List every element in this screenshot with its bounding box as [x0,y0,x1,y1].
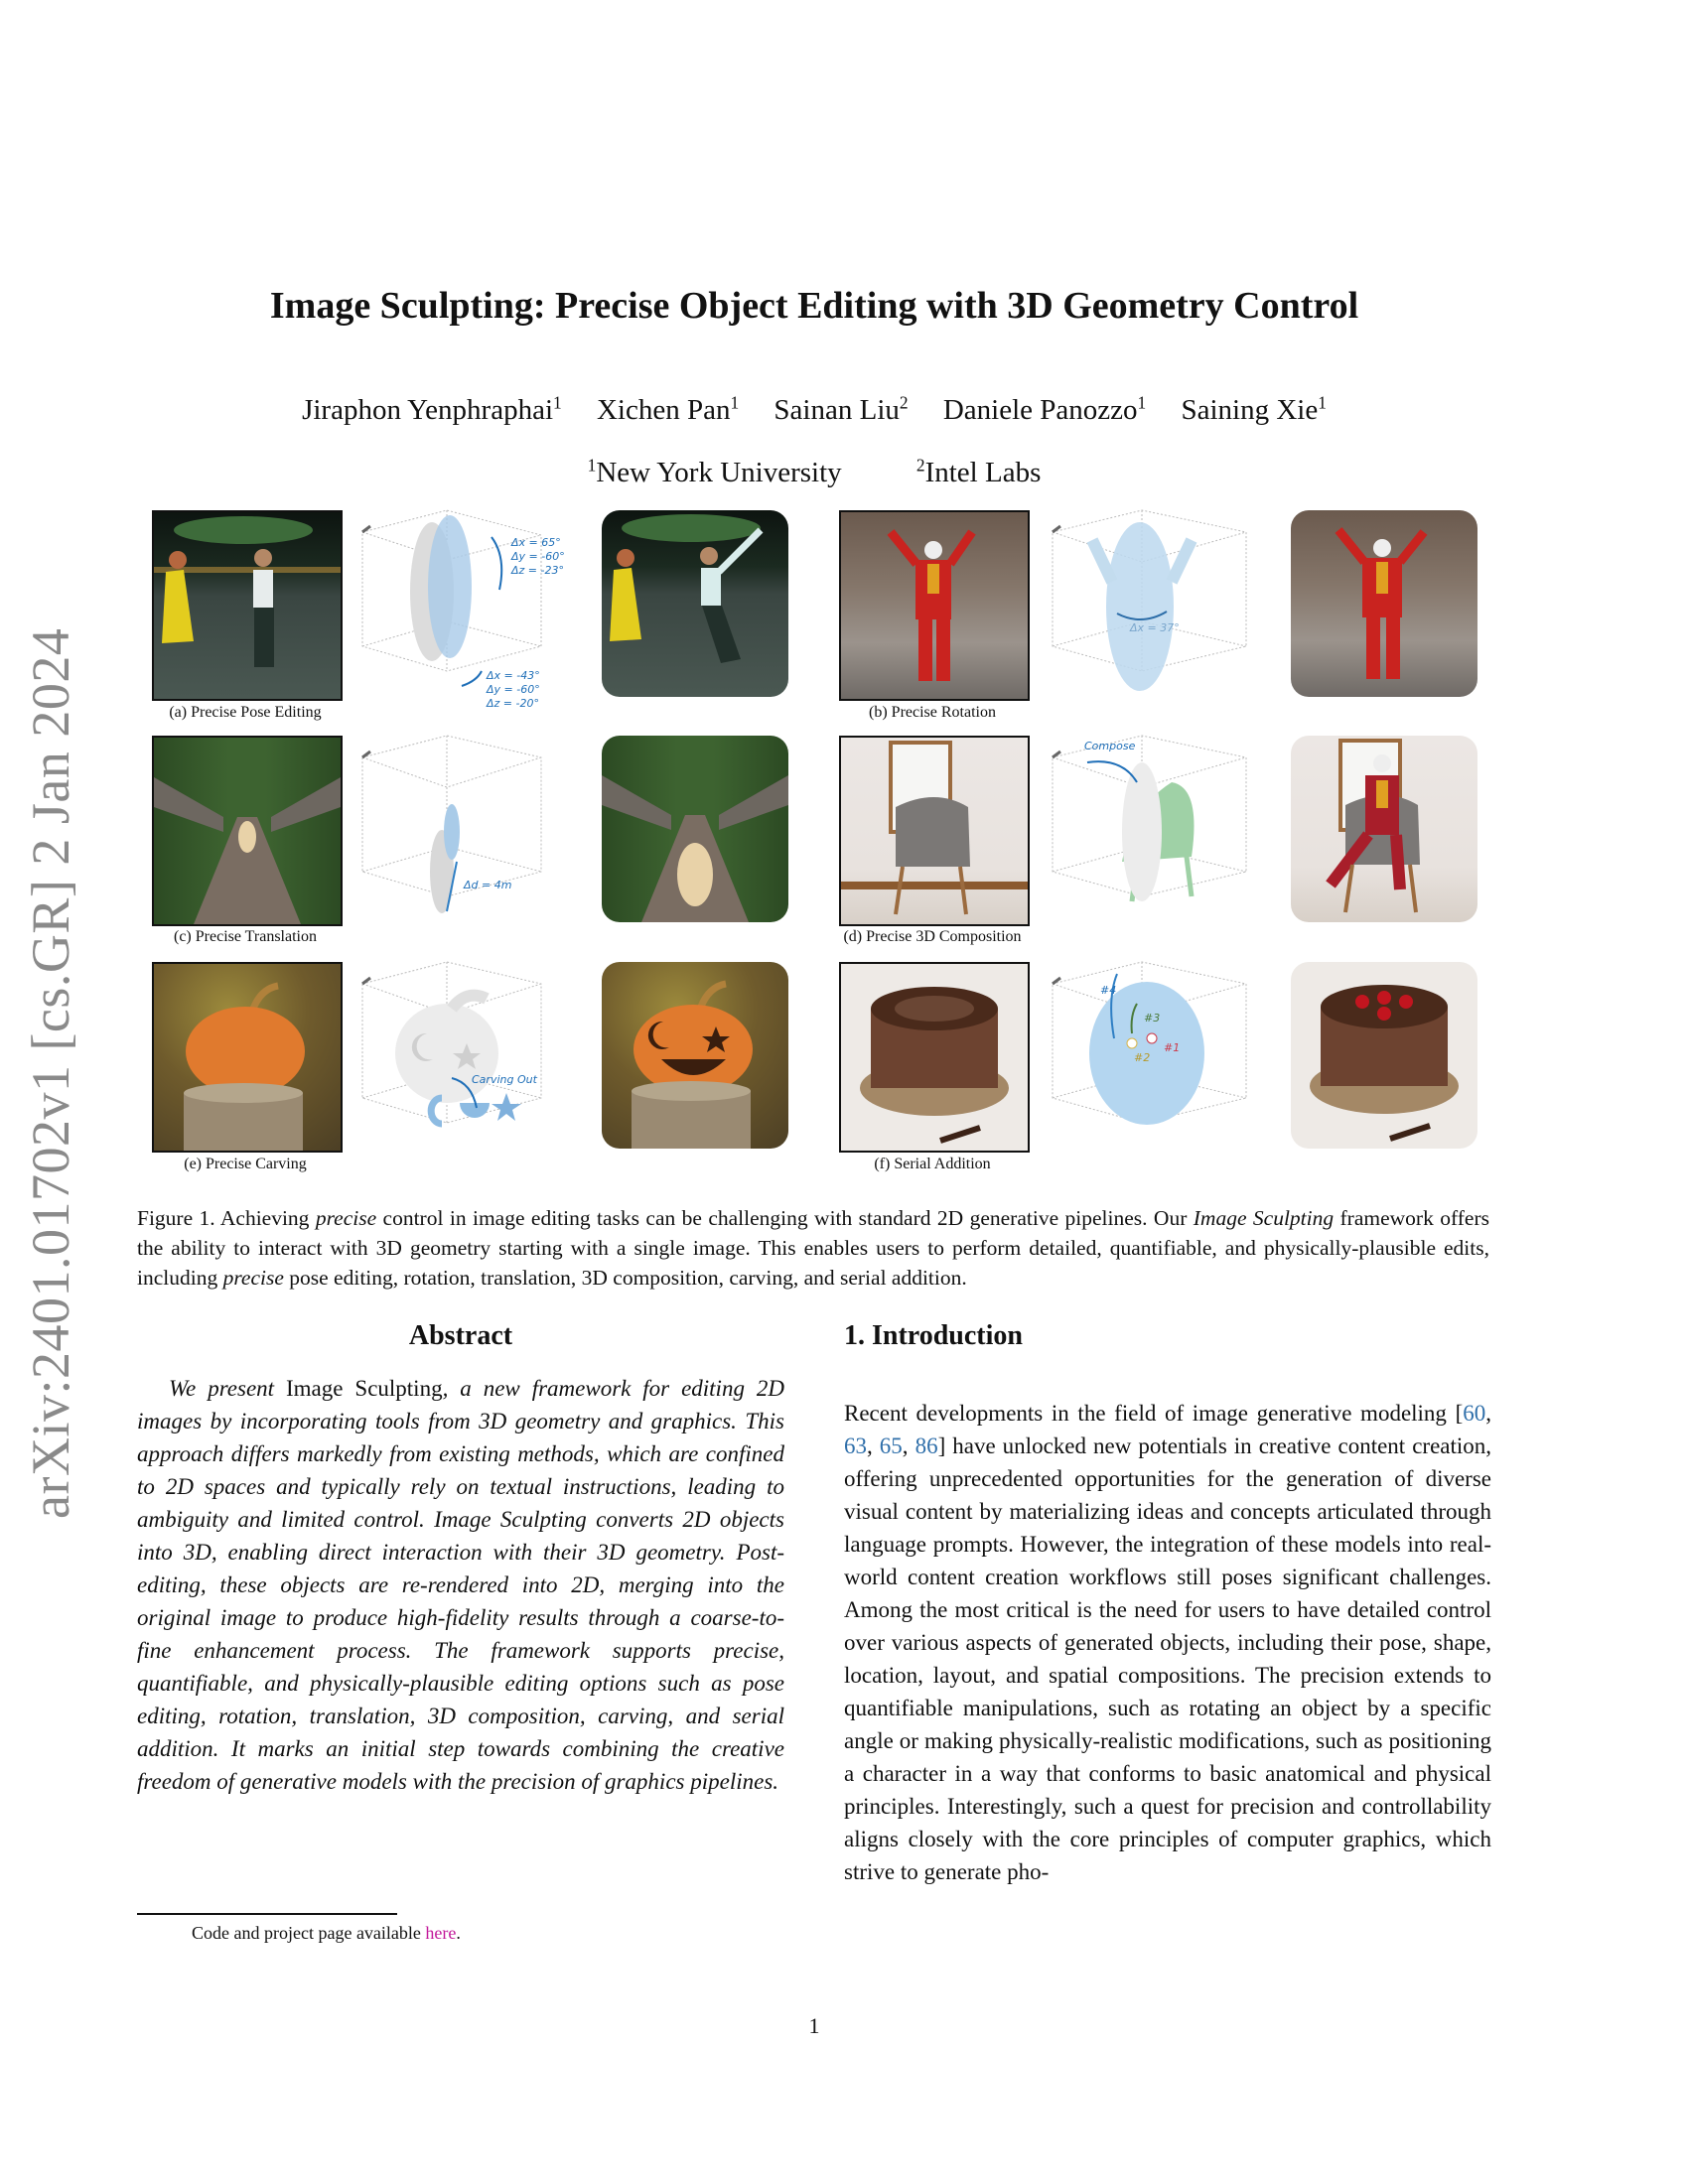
abstract-body: We present Image Sculpting, a new framework for editing 2D images by incorporating tools from 3D geometry and graphics. This approach differs markedly from existing methods, which are confined to 2D spaces and typically rely on textual instructions, leading to ambiguity and limited control. Image Sculpting converts 2D objects into 3D, enabling direct interaction with their 3D geometry. Post-editing, these objects are re-rendered into 2D, merging into the original image to produce high-fidelity results through a coarse-to-fine enhancement process. The framework supports precise, quantifiable, and physically-plausible editing options such as pose editing, rotation, translation, 3D composition, carving, and serial addition. It marks an initial step towards combining the creative freedom of generative models with the precision of graphics pipelines. [137,1376,784,1794]
distance-annotation: Δd = 4m [464,879,512,891]
project-page-link[interactable]: here [425,1923,457,1943]
input-photo-dancers [152,510,343,701]
input-photo-joker-stairs [839,510,1030,701]
3d-bounding-box [352,954,566,1167]
author: Daniele Panozzo$^1$ [942,392,1147,426]
rotation-annotation-lower: Δx = -43° Δy = -60° Δz = -20° [487,669,540,710]
dancers-illustration [154,512,341,699]
affiliation-list [0,455,1628,489]
output-photo-dancers [602,510,788,697]
addition-step-3: #3 [1144,1012,1161,1024]
armchair-illustration [841,738,1028,924]
affiliation: $^2$Intel Labs [915,455,1042,488]
introduction-body: Recent developments in the field of image generative modeling [60, 63, 65, 86] have unlocked new potentials in creative content creation, offering unprecedented opportunities for the generation of diverse visual content by materializing ideas and concepts articulated through language prompts. However, the integration of these models into real-world content creation workflows still poses significant challenges. Among the most critical is the need for users to have detailed control over various aspects of generated objects, including their pose, shape, location, layout, and spatial compositions. The precision extends to quantifiable manipulations, such as rotating an object by a specific angle or making physically-realistic modifications, such as positioning a character in a way that conforms to basic anatomical and physical principles. Interestingly, such a quest for precision and controllability aligns closely with the core principles of computer graphics, which strive to generate pho- [844,1401,1492,1884]
output-photo-joker-armchair [1291,736,1477,922]
3d-bounding-box [1043,728,1276,941]
paper-title: Image Sculpting: Precise Object Editing with 3D Geometry Control [269,285,1359,327]
subfigure-label-c: (c) Precise Translation [174,928,317,945]
page-number: 1 [808,2013,820,2038]
arxiv-identifier-stamp: arXiv:2401.01702v1 [cs.GR] 2 Jan 2024 [21,627,80,1519]
subfigure-label-b: (b) Precise Rotation [869,704,996,721]
subfigure-label-a: (a) Precise Pose Editing [169,704,322,721]
citation-link[interactable]: 60 [1463,1401,1486,1426]
3d-view-serial-addition [1043,954,1276,1167]
author: Xichen Pan$^1$ [596,392,740,426]
author-list [0,392,1628,427]
output-photo-cake-cherries [1291,962,1477,1149]
addition-step-1: #1 [1164,1041,1181,1054]
subfigure-label-d: (d) Precise 3D Composition [843,928,1022,945]
introduction-heading: 1. Introduction [844,1320,1023,1351]
3d-view-carving [352,954,566,1167]
input-photo-armchair [839,736,1030,926]
3d-bounding-box [1043,502,1276,716]
author: Jiraphon Yenphraphai$^1$ [302,392,562,426]
pumpkin-illustration [154,964,341,1151]
rotation-annotation: Δx = 37° [1130,621,1180,634]
joker-armchair-illustration [1291,736,1477,922]
cake-cherries-illustration [1291,962,1477,1149]
carving-annotation: Carving Out [472,1073,537,1086]
dog-bridge-illustration [154,738,341,924]
addition-step-2: #2 [1134,1051,1151,1064]
joker-rotated-illustration [1291,510,1477,697]
subfigure-label-f: (f) Serial Addition [874,1156,991,1172]
output-photo-joker-stairs [1291,510,1477,697]
3d-view-composition [1043,728,1276,941]
dog-bridge-edited-illustration [602,736,788,922]
output-photo-dog-bridge [602,736,788,922]
3d-view-rotation [1043,502,1276,716]
addition-step-4: #4 [1100,984,1117,997]
joker-illustration [841,512,1028,699]
3d-view-pose-editing [352,502,566,716]
citation-link[interactable]: 63 [844,1433,867,1458]
rotation-annotation-upper: Δx = 65° Δy = -60° Δz = -23° [511,536,565,577]
cake-illustration [841,964,1028,1151]
3d-bounding-box [352,728,566,941]
3d-view-translation [352,728,566,941]
dancers-edited-illustration [602,510,788,697]
author: Saining Xie$^1$ [1181,392,1327,426]
compose-annotation: Compose [1084,740,1136,752]
citation-link[interactable]: 65 [879,1433,903,1458]
author: Sainan Liu$^2$ [774,392,909,426]
jack-o-lantern-illustration [602,962,788,1149]
footnote: Code and project page available here. [192,1923,461,1943]
output-photo-jack-o-lantern [602,962,788,1149]
input-photo-dog-bridge [152,736,343,926]
input-photo-pumpkin [152,962,343,1153]
affiliation: $^1$New York University [587,455,842,488]
abstract-heading: Abstract [408,1320,513,1351]
subfigure-label-e: (e) Precise Carving [184,1156,307,1172]
3d-bounding-box [1043,954,1276,1167]
figure-caption: Figure 1. Achieving precise control in image editing tasks can be challenging with standard 2D generative pipelines. Our Image Sculpting framework offers the ability to interact with 3D geometry starting with a single image. This enables users to perform detailed, quantifiable, and physically-plausible edits, including precise pose editing, rotation, translation, 3D composition, carving, and serial addition. [137,1206,1489,1290]
citation-link[interactable]: 86 [914,1433,938,1458]
footnote-divider [137,1913,397,1915]
input-photo-chocolate-cake [839,962,1030,1153]
